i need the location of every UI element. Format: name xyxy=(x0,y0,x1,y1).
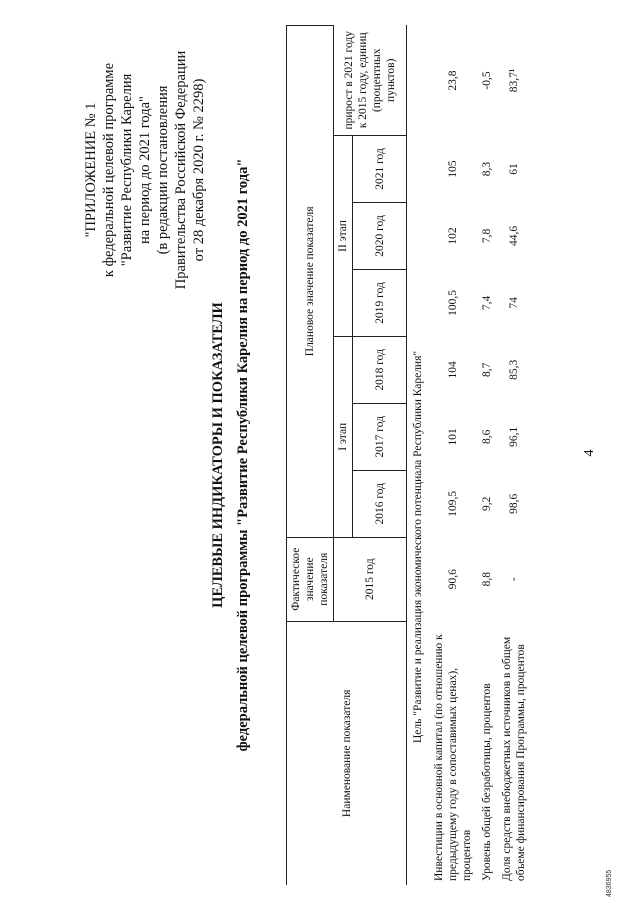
table-row xyxy=(497,26,531,886)
document-code: 4836955 xyxy=(606,869,613,897)
indicators-table xyxy=(286,25,531,885)
value-2018: 104 xyxy=(447,361,459,379)
document-title: ЦЕЛЕВЫЕ ИНДИКАТОРЫ И ПОКАЗАТЕЛИ xyxy=(210,302,226,608)
header-growth: прирост в 2021 году к 2015 году, единиц (процентных пунктов) xyxy=(334,26,407,136)
header-year-2016: 2016 год xyxy=(353,470,407,537)
header-year-2015: 2015 год xyxy=(334,537,407,621)
value-2016: 9,2 xyxy=(481,496,493,511)
value-2021: 105 xyxy=(447,160,459,178)
value-2020: 44,6 xyxy=(508,225,520,247)
value-2017: 101 xyxy=(447,428,459,446)
value-2015: 8,8 xyxy=(481,572,493,587)
appendix-line: Правительства Российской Федерации xyxy=(173,50,189,290)
value-2018: 85,3 xyxy=(508,359,520,380)
header-year-2020: 2020 год xyxy=(353,202,407,269)
value-2016: 98,6 xyxy=(508,493,520,514)
appendix-caption xyxy=(82,25,208,315)
header-year-2017: 2017 год xyxy=(353,403,407,470)
header-planned-value: Плановое значение показателя xyxy=(287,26,334,538)
value-2015: - xyxy=(508,577,520,582)
value-2017: 96,1 xyxy=(508,426,520,447)
page-number: 4 xyxy=(582,449,597,457)
header-actual-value: Фактическое значение показателя xyxy=(287,537,334,621)
value-2020: 102 xyxy=(447,227,459,245)
appendix-line: "Развитие Республики Карелия xyxy=(119,73,135,267)
indicator-name: Уровень общей безработицы, процентов xyxy=(481,683,493,881)
value-2021: 61 xyxy=(508,163,520,175)
value-growth: 83,7¹ xyxy=(508,68,520,93)
appendix-line: к федеральной целевой программе xyxy=(101,62,117,278)
appendix-line: на период до 2021 года" xyxy=(137,96,153,244)
value-2016: 109,5 xyxy=(447,490,459,517)
value-2015: 90,6 xyxy=(447,569,459,590)
value-2017: 8,6 xyxy=(481,429,493,444)
value-growth: -0,5 xyxy=(481,71,493,90)
header-year-2018: 2018 год xyxy=(353,336,407,403)
appendix-line: от 28 декабря 2020 г. № 2298) xyxy=(191,78,207,262)
table-row xyxy=(429,26,477,886)
header-stage-2: II этап xyxy=(334,136,353,337)
document-subtitle: федеральной целевой программы "Развитие Республики Карелия на период до 2021 года" xyxy=(235,158,251,752)
appendix-line: "ПРИЛОЖЕНИЕ № 1 xyxy=(83,102,99,238)
indicator-name: Инвестиции в основной капитал (по отношению к предыдущему году в сопоставимых ценах), процентов xyxy=(433,634,473,881)
header-year-2019: 2019 год xyxy=(353,269,407,336)
goal-row: Цель "Развитие и реализация экономического потенциала Республики Карелия" xyxy=(412,350,424,743)
value-2019: 100,5 xyxy=(447,289,459,316)
header-indicator-name: Наименование показателя xyxy=(287,621,407,885)
header-stage-1: I этап xyxy=(334,336,353,537)
appendix-line: (в редакции постановления xyxy=(155,85,171,255)
value-2019: 7,4 xyxy=(481,295,493,311)
value-2019: 74 xyxy=(508,297,520,309)
value-2018: 8,7 xyxy=(481,362,493,378)
value-2021: 8,3 xyxy=(481,161,493,177)
value-2020: 7,8 xyxy=(481,228,493,244)
header-year-2021: 2021 год xyxy=(353,136,407,203)
value-growth: 23,8 xyxy=(447,70,459,91)
table-row xyxy=(477,26,497,886)
indicator-name: Доля средств внебюджетных источников в общем объеме финансирования Программы, процентов xyxy=(501,636,527,881)
